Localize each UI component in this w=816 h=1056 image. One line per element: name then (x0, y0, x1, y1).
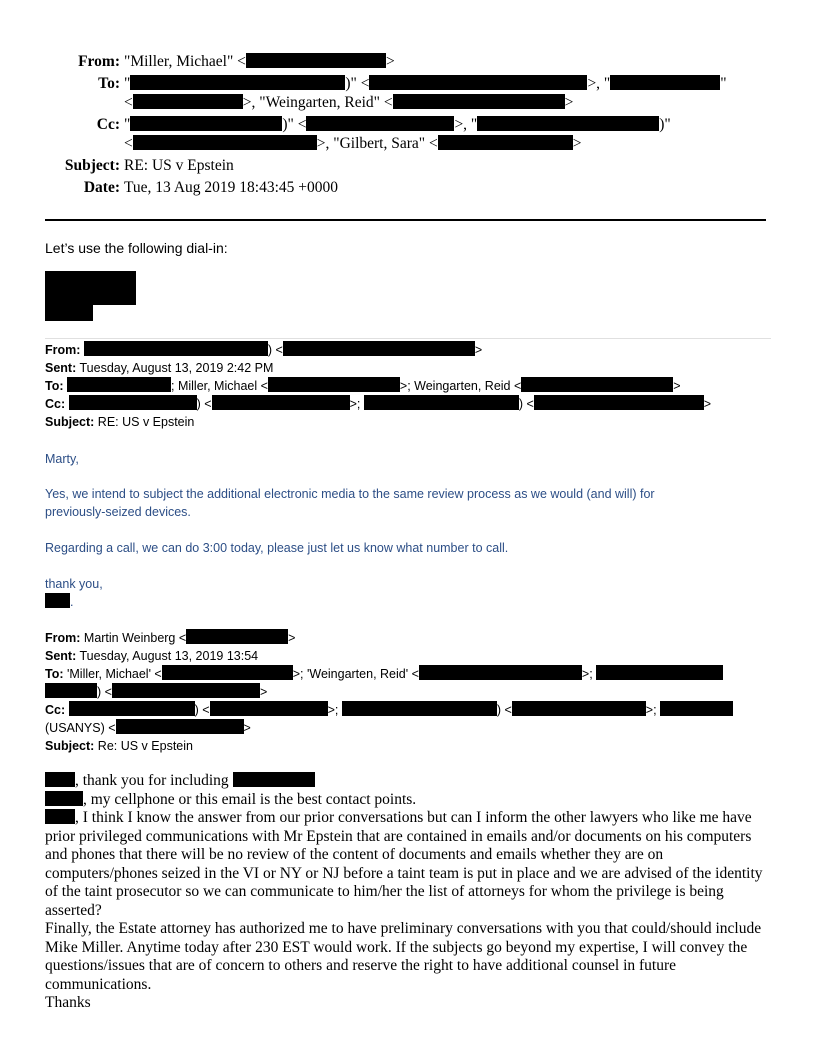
msg2-sent-row (45, 359, 273, 377)
redaction (477, 116, 659, 131)
text: > (243, 721, 251, 735)
msg3-line2 (45, 791, 773, 810)
text: ; Miller, Michael < (171, 379, 268, 393)
text: (USANYS) < (45, 721, 116, 735)
sent-label: Sent: (45, 361, 77, 375)
text: , thank you for including (75, 772, 229, 789)
redaction (369, 75, 587, 90)
msg3-para4: Finally, the Estate attorney has authorized me to have preliminary conversations with you that could/should include Mike Miller. Anytime today after 230 EST would work. If the subjects go beyond my expertise, I will convey the questions/issues that are of concern to others and reserve the right to have additional counsel in future communications. (45, 920, 762, 993)
redaction (112, 683, 260, 698)
to-value-line2 (124, 93, 573, 112)
redaction-dialin-1 (45, 271, 136, 305)
msg3-to-row (45, 665, 723, 683)
redaction (306, 116, 454, 131)
msg2-to-row (45, 377, 681, 395)
redaction (233, 772, 315, 787)
msg2-cc-row (45, 395, 711, 413)
redaction (283, 341, 475, 356)
text: >; (327, 703, 342, 717)
text: > (703, 397, 712, 411)
to-label: To: (45, 379, 64, 393)
text: " (124, 75, 131, 92)
header-cc-row-2 (0, 134, 816, 153)
redaction (84, 341, 268, 356)
msg3-cc-row (45, 701, 733, 719)
redaction (342, 701, 497, 716)
redaction (45, 593, 70, 608)
redaction (596, 665, 723, 680)
redaction (45, 683, 97, 698)
redaction-dialin-2 (45, 305, 93, 321)
msg3-closing: Thanks (45, 994, 91, 1011)
msg2-subject-row (45, 413, 194, 431)
redaction (393, 94, 565, 109)
to-value-line1 (124, 74, 727, 93)
redaction (45, 772, 75, 787)
from-name: "Miller, Michael" < (124, 53, 246, 70)
cc-value-line1 (124, 115, 671, 134)
bracket: > (385, 53, 395, 70)
text: )" (659, 116, 671, 133)
text: >, "Gilbert, Sara" < (316, 135, 438, 152)
redaction (268, 377, 400, 392)
text: > (474, 343, 483, 357)
msg2-closing: thank you, (45, 577, 103, 591)
text: ) < (196, 397, 212, 411)
subject-label: Subject: (45, 415, 95, 429)
redaction (186, 629, 288, 644)
text: < (124, 94, 133, 111)
redaction (116, 719, 244, 734)
text: , my cellphone or this email is the best contact points. (83, 790, 417, 808)
text: >; (645, 703, 661, 717)
text: >; Weingarten, Reid < (399, 379, 522, 393)
msg2-para1-line2: previously-seized devices. (45, 505, 191, 519)
text: >, " (587, 75, 611, 92)
message1-body: Let’s use the following dial-in: (45, 240, 228, 256)
msg2-signature (45, 593, 73, 611)
sent-value: Tuesday, August 13, 2019 13:54 (79, 649, 259, 663)
text: 'Miller, Michael' < (67, 667, 162, 681)
msg2-greeting: Marty, (45, 452, 79, 466)
text: ) < (496, 703, 512, 717)
redaction (67, 377, 171, 392)
msg3-body (45, 772, 773, 1013)
msg2-para1-line1: Yes, we intend to subject the additional electronic media to the same review process as we would (and will) for (45, 487, 655, 501)
thin-divider (45, 338, 771, 339)
header-to-row (0, 74, 816, 93)
redaction (419, 665, 582, 680)
redaction (162, 665, 293, 680)
text: ) < (518, 397, 534, 411)
text: >, "Weingarten, Reid" < (242, 94, 393, 111)
sent-value: Tuesday, August 13, 2019 2:42 PM (79, 361, 274, 375)
redaction (521, 377, 673, 392)
date-label: Date: (83, 179, 120, 196)
text: )" < (345, 75, 370, 92)
redaction (130, 75, 345, 90)
redaction (130, 116, 282, 131)
cc-value-line2 (124, 134, 581, 153)
text: >; 'Weingarten, Reid' < (292, 667, 419, 681)
redaction (246, 53, 386, 68)
text: < (124, 135, 133, 152)
text: )" < (282, 116, 307, 133)
to-label: To: (45, 667, 64, 681)
text: >, " (454, 116, 478, 133)
msg3-line1 (45, 772, 773, 791)
text: > (564, 94, 574, 111)
sent-label: Sent: (45, 649, 77, 663)
header-subject-row (0, 156, 816, 175)
header-date-row (0, 178, 816, 197)
text: >; (581, 667, 593, 681)
redaction (512, 701, 646, 716)
subject-label: Subject: (45, 739, 95, 753)
redaction (660, 701, 733, 716)
text: , I think I know the answer from our prior conversations but can I inform the other lawyers who like me have prior privileged communications with Mr Epstein that are contained in emails and/or documents on his computers and phones that there will be no review of the content of documents and emails whether they are on computers/phones seized in the VI or NY or NJ before a taint team is put in place and we are advised of the identity of the taint prosecutor so we can communicate to him/her the list of attorneys for whom the privilege is being asserted? (45, 809, 763, 919)
date-value: Tue, 13 Aug 2019 18:43:45 +0000 (124, 179, 338, 196)
msg2-from-row (45, 341, 482, 359)
text: > (259, 685, 268, 699)
from-label: From: (45, 631, 81, 645)
header-to-row-2 (0, 93, 816, 112)
redaction (364, 395, 519, 410)
msg3-sent-row (45, 647, 258, 665)
cc-label: Cc: (96, 116, 120, 133)
text: . (70, 595, 74, 609)
to-label: To: (98, 75, 120, 92)
msg3-to-row-2 (45, 683, 267, 701)
text: > (572, 135, 582, 152)
text: " (720, 75, 727, 92)
text: ) < (194, 703, 210, 717)
subject-value: RE: US v Epstein (124, 157, 234, 174)
cc-label: Cc: (45, 703, 66, 717)
redaction (133, 135, 317, 150)
from-value (124, 52, 395, 71)
text: " (124, 116, 131, 133)
redaction (133, 94, 243, 109)
from-label: From: (78, 53, 120, 70)
redaction (210, 701, 328, 716)
header-divider (45, 219, 766, 221)
redaction (212, 395, 350, 410)
redaction (45, 809, 75, 824)
text: >; (349, 397, 364, 411)
msg3-subject-row (45, 737, 193, 755)
redaction (45, 791, 83, 806)
subject-label: Subject: (64, 157, 120, 174)
text: > (288, 631, 296, 645)
redaction (610, 75, 720, 90)
from-label: From: (45, 343, 81, 357)
text: ) < (267, 343, 283, 357)
redaction (69, 701, 195, 716)
redaction (534, 395, 704, 410)
header-cc-row (0, 115, 816, 134)
msg2-para2: Regarding a call, we can do 3:00 today, please just let us know what number to call. (45, 541, 509, 555)
redaction (438, 135, 573, 150)
header-from-row (0, 52, 816, 71)
subject-value: Re: US v Epstein (97, 739, 193, 753)
subject-value: RE: US v Epstein (97, 415, 195, 429)
text: > (673, 379, 681, 393)
msg3-cc-row-2 (45, 719, 251, 737)
from-value: Martin Weinberg < (83, 631, 187, 645)
text: ) < (97, 685, 112, 699)
msg3-from-row (45, 629, 295, 647)
cc-label: Cc: (45, 397, 66, 411)
redaction (69, 395, 197, 410)
msg3-para3 (45, 809, 773, 920)
